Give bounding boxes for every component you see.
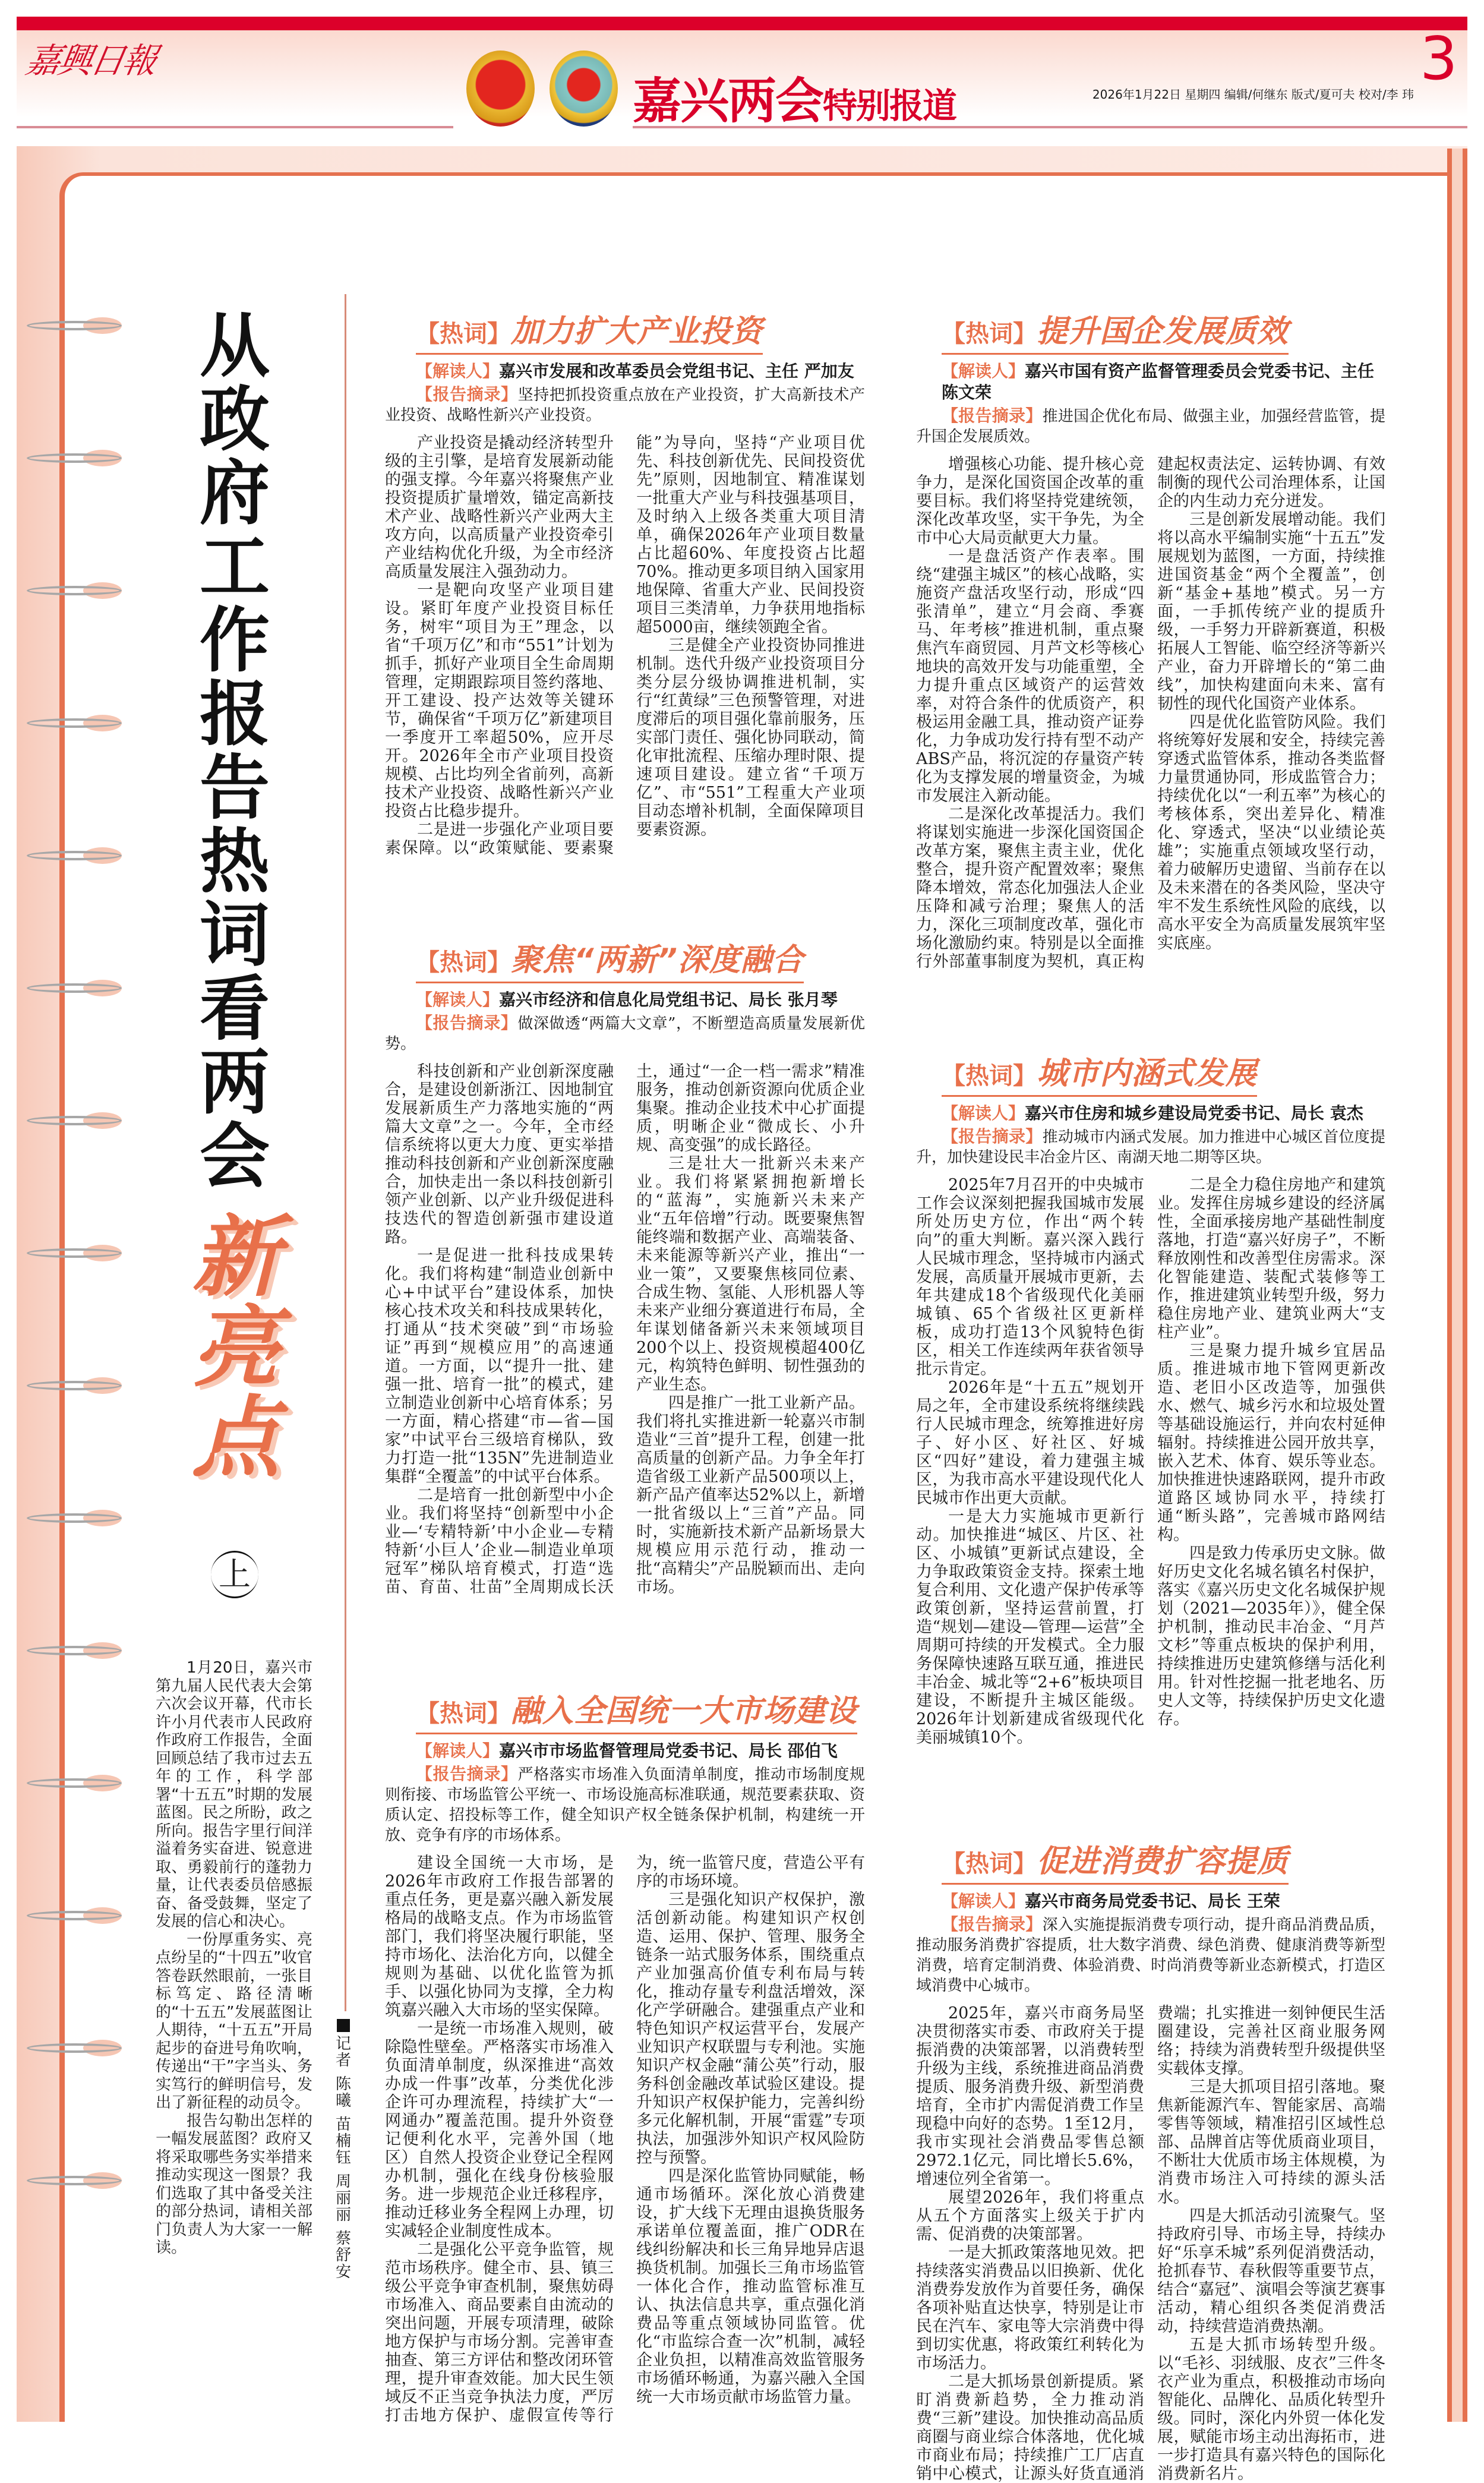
intro-paragraph: 报告勾勒出怎样的一幅发展蓝图？政府又将采取哪些务实举措来推动实现这一图景？我们选取了其中备受关注的部分热词，请相关部门负责人为大家一一解读。 (156, 2112, 312, 2257)
cppcc-emblem-icon (550, 51, 618, 127)
article-paragraph: 一是靶向攻坚产业项目建设。紧盯年度产业投资目标任务，树牢“项目为王”理念，以省“千项万亿”和市“551”计划为抓手，抓好产业项目全生命周期管理，定期跟踪项目签约落地、开工建设、投产达效等关键环节，确保省“千项万亿”新建项目一季度开工率超50%，应开尽开。2026年全市产业项目投资规模、占比均列全省前列，高新技术产业投资、战略性新兴产业投资占比稳步提升。 (385, 581, 614, 821)
intro-text (156, 1659, 312, 2257)
article-body (385, 1854, 865, 2425)
article-paragraph: 一是大抓政策落地见效。把持续落实消费品以旧换新、优化消费券发放作为首要任务，确保各项补贴直达快享，特别是让市民在汽车、家电等大宗消费中得到切实优惠，将政策红利转化为市场活力。 (916, 2244, 1144, 2372)
article-headline (942, 1836, 1289, 1885)
article-paragraph: 展望2026年，我们将重点从五个方面落实上级关于扩内需、促消费的决策部署。 (916, 2188, 1144, 2244)
newspaper-logo: 嘉興日報 (23, 40, 159, 81)
spiral-ring-icon (27, 1778, 122, 1788)
top-red-bar (17, 17, 1467, 30)
reader-label: 【解读人】 (942, 1891, 1025, 1911)
excerpt-text: 推进国企优化布局、做强主业，加强经营监管，提升国企发展质效。 (916, 408, 1385, 446)
special-title-sub: 特别报道 (823, 86, 956, 126)
article-paragraph: 三是大抓项目招引落地。聚焦新能源汽车、智能家居、高端零售等领域，精准招引区域性总部、品牌首店等优质商业项目，不断壮大优质市场主体规模，为消费市场注入可持续的源头活水。 (1157, 2078, 1385, 2207)
subtitle-char: 新 (192, 1206, 280, 1308)
article-paragraph: 二是培育一批创新型中小企业。我们将坚持“创新型中小企业—‘专精特新’中小企业—专精特新‘小巨人’企业—制造业单项冠军”梯队培育模式，打造“选苗、育苗、壮苗”全周期成长沃土，通过“一企一档一需求”精准服务，推动创新资源向优质企业集聚。推动企业技术中心扩面提质，明晰企业“微成长、小升规、高变强”的成长路径。 (385, 1062, 865, 1597)
article-reader (942, 1103, 1385, 1124)
byline-name: 周丽丽 (335, 2173, 351, 2224)
hot-word-tag: 【热词】 (942, 1062, 1037, 1090)
title-char: 两 (199, 1042, 270, 1124)
byline-label: 记者 (335, 2035, 351, 2069)
excerpt-text: 严格落实市场准入负面清单制度，推动市场制度规则衔接、市场监管公平统一、市场设施高标准联通，规范要素获取、资质认定、招投标等工作，健全知识产权全链条保护机制，构建统一开放、竞争有序的市场体系。 (385, 1766, 865, 1844)
article-paragraph: 科技创新和产业创新深度融合，是建设创新浙江、因地制宜发展新质生产力落地实施的“两篇大文章”之一。今年，全市经信系统将以更大力度、更实举措推动科技创新和产业创新深度融合，加快走出一条以科技创新引领产业创新、以产业升级促进科技迭代的智造创新强市建设道路。 (385, 1062, 614, 1247)
article-headline (942, 1048, 1257, 1097)
article-headline (416, 306, 763, 355)
reader-label: 【解读人】 (942, 1103, 1025, 1123)
column-divider (345, 294, 346, 2011)
spiral-ring-icon (27, 851, 122, 860)
hot-word-keyword: 促进消费扩容提质 (1037, 1844, 1289, 1879)
excerpt-label: 【报告摘录】 (416, 384, 518, 404)
excerpt-label: 【报告摘录】 (942, 1127, 1043, 1146)
reader-name: 嘉兴市住房和城乡建设局党委书记、局长 袁杰 (1025, 1103, 1363, 1123)
hot-word-article (916, 1836, 1385, 2483)
title-char: 从 (199, 305, 270, 387)
article-paragraph: 四是致力传承历史文脉。做好历史文化名城名镇名村保护，落实《嘉兴历史文化名城保护规划（2021—2035年）》，健全保护机制，推动民丰冶金、“月芦文杉”等重点板块的保护利用，持续推进历史建筑修缮与活化利用。针对性挖掘一批老地名、历史人文等，持续保护历史文化遗存。 (1157, 1544, 1385, 1728)
spiral-ring-icon (27, 453, 122, 463)
special-report-title (633, 62, 956, 132)
excerpt-text: 坚持把抓投资重点放在产业投资，扩大高新技术产业投资、战略性新兴产业投资。 (385, 386, 865, 424)
dateline: 2026年1月22日 星期四 编辑/何继东 版式/夏可夫 校对/李 玮 (1092, 87, 1414, 102)
article-headline (416, 935, 804, 983)
title-char: 政 (199, 378, 270, 460)
excerpt-label: 【报告摘录】 (942, 406, 1043, 425)
title-char: 词 (199, 894, 270, 976)
article-paragraph: 三是聚力提升城乡宜居品质。推进城市地下管网更新改造、老旧小区改造等，加强供水、燃气、城乡污水和垃圾处置等基础设施运行，并向农村延伸辐射。持续推进公园开放共享，嵌入艺术、体育、娱乐等业态。加快推进快速路联网，提升市政道路区域协同水平，持续打通“断头路”，完善城市路网结构。 (1157, 1342, 1385, 1544)
article-headline (942, 306, 1289, 355)
intro-paragraph: 一份厚重务实、亮点纷呈的“十四五”收官答卷跃然眼前，一张目标笃定、路径清晰的“十五五”发展蓝图让人期待，“十五五”开局起步的奋进号角吹响，传递出“干”字当头、务实笃行的鲜明信号，发出了新征程的动员令。 (156, 1930, 312, 2112)
spiral-ring-icon (27, 2176, 122, 2185)
spiral-ring-icon (27, 586, 122, 595)
hot-word-article (385, 935, 865, 1597)
report-excerpt (916, 1127, 1385, 1168)
article-paragraph: 二是深化改革提活力。我们将谋划实施进一步深化国资国企改革方案，聚焦主责主业，优化整合，提升资产配置效率；聚焦降本增效，常态化加强法人企业压降和减亏治理；聚焦人的活力，深化三项制度改革，强化市场化激励约束。特别是以全面推行外部董事制度为契机，真正构建起权责法定、运转协调、有效制衡的现代公司治理体系，让国企的内生动力充分迸发。 (916, 455, 1385, 971)
article-paragraph: 四是推广一批工业新产品。我们将扎实推进新一轮嘉兴市制造业“三首”提升工程，创建一批高质量的创新产品。力争全年打造省级工业新产品500项以上，新产品产值率达52%以上，新增一批省级以上“三首”产品。同时，实施新技术新产品新场景大规模应用示范行动，推动一批“高精尖”产品脱颖而出、走向市场。 (636, 1394, 865, 1597)
report-excerpt (916, 1914, 1385, 1996)
title-char: 府 (199, 452, 270, 534)
feature-title (196, 305, 273, 1197)
article-paragraph: 产业投资是撬动经济转型升级的主引擎，是培育发展新动能的强支撑。今年嘉兴将聚焦产业投资提质扩量增效，锚定高新技术产业、战略性新兴产业两大主攻方向，以高质量产业投资牵引产业结构优化升级，为全市经济高质量发展注入强劲动力。 (385, 434, 614, 581)
hot-word-keyword: 提升国企发展质效 (1037, 314, 1289, 349)
article-paragraph: 四是优化监管防风险。我们将统筹好发展和安全，持续完善穿透式监管体系，推动各类监督力量贯通协同，形成监管合力；持续优化以“一利五率”为核心的考核体系，突出差异化、精准化、穿透式，坚决“以业绩论英雄”；实施重点领域攻坚行动，着力破解历史遗留、当前存在以及未来潜在的各类风险，坚决守牢不发生系统性风险的底线，以高水平安全为高质量发展筑牢坚实底座。 (1157, 713, 1385, 952)
spiral-ring-icon (27, 983, 122, 993)
article-paragraph: 一是促进一批科技成果转化。我们将构建“制造业创新中心+中试平台”建设体系，加快核心技术攻关和科技成果转化，打通从“技术突破”到“市场验证”再到“规模应用”的高速通道。一方面，以“提升一批、建强一批、培育一批”的模式，建立制造业创新中心培育体系；另一方面，精心搭建“市—省—国家”中试平台三级培育梯队，致力打造一批“135N”先进制造业集群“全覆盖”的中试平台体系。 (385, 1247, 614, 1486)
article-paragraph: 建设全国统一大市场，是2026年市政府工作报告部署的重点任务，更是嘉兴融入新发展格局的战略支点。作为市场监管部门，我们将坚决履行职能，坚持市场化、法治化方向，以健全规则为基础、以优化监管为抓手、以强化协同为支撑，全力构筑嘉兴融入大市场的坚实保障。 (385, 1854, 614, 2020)
reader-name: 嘉兴市发展和改革委员会党组书记、主任 严加友 (499, 361, 854, 381)
excerpt-text: 深入实施提振消费专项行动，提升商品消费品质，推动服务消费扩容提质，壮大数字消费、绿色消费、健康消费等新型消费，培育定制消费、体验消费、时尚消费等新业态新模式，打造区域消费中心城市。 (916, 1916, 1385, 1995)
hot-word-tag: 【热词】 (416, 949, 511, 976)
subtitle-char: 亮 (192, 1296, 280, 1399)
byline-name: 陈曦 (335, 2075, 351, 2110)
excerpt-label: 【报告摘录】 (942, 1914, 1043, 1934)
hot-word-tag: 【热词】 (416, 320, 511, 348)
article-paragraph: 三是强化知识产权保护，激活创新动能。构建知识产权创造、运用、保护、管理、服务全链条一站式服务体系，围绕重点产业加强高价值专利布局与转化，推动存量专利盘活增效，深化产学研融合。建强重点产业和特色知识产权运营平台，发展产业知识产权联盟与专利池。实施知识产权金融“蒲公英”行动，服务科创金融改革试验区建设。提升知识产权保护能力，完善纠纷多元化解机制，开展“雷霆”专项执法，加强涉外知识产权风险防控与预警。 (636, 1891, 865, 2167)
report-excerpt (916, 406, 1385, 447)
intro-paragraph: 1月20日，嘉兴市第九届人民代表大会第六次会议开幕，代市长许小月代表市人民政府作政府工作报告，全面回顾总结了我市过去五年的工作，科学部署“十五五”时期的发展蓝图。民之所盼，政之所向。报告字里行间洋溢着务实奋进、锐意进取、勇毅前行的蓬勃力量，让代表委员倍感振奋、备受鼓舞，坚定了发展的信心和决心。 (156, 1659, 312, 1930)
article-paragraph: 一是统一市场准入规则，破除隐性壁垒。严格落实市场准入负面清单制度，纵深推进“高效办成一件事”改革，分类优化涉企许可办理流程，持续扩大“一网通办”覆盖范围。提升外资登记便利化水平，完善外国（地区）自然人投资企业登记全程网办机制，强化在线身份核验服务。进一步规范企业迁移程序，推动迁移业务全程网上办理，切实减轻企业制度性成本。 (385, 2020, 614, 2241)
title-char: 热 (199, 821, 270, 903)
feature-subtitle (185, 1206, 286, 1489)
page-right-border (1447, 149, 1467, 2422)
article-body (916, 2004, 1385, 2483)
reader-name: 嘉兴市市场监督管理局党委书记、局长 邵伯飞 (499, 1741, 838, 1760)
spiral-ring-icon (27, 718, 122, 728)
article-reader (416, 361, 865, 382)
article-paragraph: 2025年，嘉兴市商务局坚决贯彻落实市委、市政府关于提振消费的决策部署，以消费转型升级为主线，系统推进商品消费提质、服务消费升级、新型消费培育，全市扩内需促消费工作呈现稳中向好的态势。1至12月，我市实现社会消费品零售总额2972.1亿元，同比增长5.6%，增速位列全省第一。 (916, 2004, 1144, 2188)
masthead-divider (17, 126, 453, 128)
byline-square-icon (337, 2019, 350, 2032)
reader-label: 【解读人】 (416, 990, 500, 1009)
excerpt-label: 【报告摘录】 (416, 1764, 518, 1784)
article-paragraph: 一是盘活资产作表率。围绕“建强主城区”的核心战略，实施资产盘活攻坚行动，形成“四张清单”，建立“月会商、季赛马、年考核”推进机制，重点聚焦汽车商贸园、月芦文杉等核心地块的高效开发与功能重塑，全力提升重点区域资产的运营效率，对符合条件的优质资产，积极运用金融工具，推动资产证券化，力争成功发行持有型不动产ABS产品，将沉淀的存量资产转化为支撑发展的增量资金，为城市发展注入新动能。 (916, 547, 1144, 805)
hot-word-keyword: 聚焦“两新”深度融合 (511, 942, 804, 978)
reader-name: 嘉兴市商务局党委书记、局长 王荣 (1025, 1891, 1280, 1911)
hot-word-article (385, 1686, 865, 2425)
spiral-ring-icon (27, 1381, 122, 1390)
special-title-main: 嘉兴两会 (633, 73, 823, 130)
hot-word-tag: 【热词】 (942, 1850, 1037, 1878)
title-char: 工 (199, 526, 270, 608)
excerpt-text: 做深做透“两篇大文章”，不断塑造高质量发展新优势。 (385, 1015, 865, 1053)
hot-word-keyword: 融入全国统一大市场建设 (511, 1693, 858, 1729)
reader-label: 【解读人】 (416, 361, 500, 381)
reader-label: 【解读人】 (416, 1741, 500, 1760)
part-label: 上 (211, 1551, 258, 1598)
article-paragraph: 2026年是“十五五”规划开局之年，全市建设系统将继续践行人民城市理念，统筹推进好房子、好小区、好社区、好城区“四好”建设，着力建强主城区，为我市高水平建设现代化人民城市作出更大贡献。 (916, 1378, 1144, 1507)
byline-name: 蔡舒安 (335, 2230, 351, 2281)
article-paragraph: 三是创新发展增动能。我们将以高水平编制实施“十五五”发展规划为蓝图，一方面，持续推进国资基金“两个全覆盖”，创新“基金+基地”模式。另一方面，一手抓传统产业的提质升级，一手努力开辟新赛道，积极拓展人工智能、临空经济等新兴产业，奋力开辟增长的“第二曲线”，加快构建面向未来、富有韧性的现代化国资产业体系。 (1157, 510, 1385, 713)
article-paragraph: 二是全力稳住房地产和建筑业。发挥住房城乡建设的经济属性，全面承接房地产基础性制度落地，打造“嘉兴好房子”，不断释放刚性和改善型住房需求。深化智能建造、装配式装修等工作，推进建筑业转型升级，努力稳住房地产业、建筑业两大“支柱产业”。 (1157, 1176, 1385, 1342)
article-body (385, 1062, 865, 1597)
national-emblem-icon (466, 51, 535, 127)
article-paragraph: 五是大抓市场转型升级。以“毛衫、羽绒服、皮衣”三件冬衣产业为重点，积极推动市场向智能化、品牌化、品质化转型升级。同时，深化内外贸一体化发展，赋能市场主动出海拓市，进一步打造具有嘉兴特色的国际化消费新名片。 (1157, 2336, 1385, 2483)
spiral-ring-icon (27, 1513, 122, 1523)
article-paragraph: 四是深化监管协同赋能，畅通市场循环。深化放心消费建设，扩大线下无理由退换货服务承诺单位覆盖面，推广ODR在线纠纷解决和长三角异地异店退换货机制。加强长三角市场监管一体化合作，推动监管标准互认、执法信息共享，重点强化消费品等重点领域协同监管。优化“市监综合查一次”机制，减轻企业负担，以精准高效监管服务市场循环畅通，为嘉兴融入全国统一大市场贡献市场监管力量。 (636, 2167, 865, 2406)
spiral-ring-icon (27, 1646, 122, 1655)
excerpt-text: 推动城市内涵式发展。加力推进中心城区首位度提升，加快建设民丰冶金片区、南湖天地二期等区块。 (916, 1128, 1385, 1166)
title-char: 看 (199, 968, 270, 1050)
article-reader (942, 1891, 1385, 1912)
hot-word-article (385, 306, 865, 857)
byline (334, 2019, 352, 2280)
byline-name: 苗楠钰 (335, 2116, 351, 2167)
article-body (916, 455, 1385, 971)
articles-left-column (385, 306, 865, 2425)
article-paragraph: 2025年7月召开的中央城市工作会议深刻把握我国城市发展所处历史方位，作出“两个转向”的重大判断。嘉兴深入践行人民城市理念，坚持城市内涵式发展，高质量开展城市更新，去年共建成18个省级现代化美丽城镇、65个省级社区更新样板，成功打造13个风貌特色街区，相关工作连续两年获省领导批示肯定。 (916, 1176, 1144, 1378)
article-reader (416, 1740, 865, 1762)
reader-name: 嘉兴市经济和信息化局党组书记、局长 张月琴 (499, 990, 838, 1009)
hot-word-tag: 【热词】 (416, 1700, 511, 1727)
article-paragraph: 二是强化公平竞争监管，规范市场秩序。健全市、县、镇三级公平竞争审查机制，聚焦妨碍市场准入、商品要素自由流动的突出问题，开展专项清理，破除地方保护与市场分割。完善审查抽查、第三方评估和整改闭环管理，提升审查效能。加大民生领域反不正当竞争执法力度，严厉打击地方保护、虚假宣传等行为，统一监管尺度，营造公平有序的市场环境。 (385, 1854, 865, 2425)
article-paragraph: 增强核心功能、提升核心竞争力，是深化国资国企改革的重要目标。我们将坚持党建统领，深化改革攻坚，实干争先，为全市中心大局贡献更大力量。 (916, 455, 1144, 547)
hot-word-article (916, 1048, 1385, 1747)
title-char: 会 (199, 1115, 270, 1197)
excerpt-label: 【报告摘录】 (416, 1013, 518, 1033)
article-body (916, 1176, 1385, 1747)
hot-word-keyword: 加力扩大产业投资 (511, 314, 763, 349)
title-char: 告 (199, 747, 270, 829)
title-char: 报 (199, 673, 270, 755)
spiral-ring-icon (27, 2043, 122, 2053)
article-reader (416, 989, 865, 1011)
reader-name: 嘉兴市国有资产监督管理委员会党委书记、主任 陈文荣 (942, 361, 1375, 402)
article-paragraph: 三是健全产业投资协同推进机制。迭代升级产业投资项目分类分层分级协调推进机制，实行“红黄绿”三色预警管理，对进度滞后的项目强化靠前服务，压实部门责任、强化协同联动，简化审批流程、压缩办理时限、提速项目建设。建立省“千项万亿”、市“551”工程重大产业项目动态增补机制，全面保障项目要素资源。 (636, 636, 865, 839)
article-headline (416, 1686, 857, 1734)
article-paragraph: 四是大抓活动引流聚气。坚持政府引导、市场主导，持续办好“乐享禾城”系列促消费活动，抢抓春节、春秋假等重要节点，结合“嘉冠”、演唱会等演艺赛事活动，精心组织各类促消费活动，持续营造消费热潮。 (1157, 2207, 1385, 2336)
subtitle-char: 点 (192, 1387, 280, 1489)
article-body (385, 434, 865, 857)
hot-word-article (916, 306, 1385, 971)
article-reader (942, 361, 1385, 403)
report-excerpt (385, 1764, 865, 1845)
article-paragraph: 三是壮大一批新兴未来产业。我们将紧紧拥抱新增长的“蓝海”，实施新兴未来产业“五年倍增”行动。既要聚焦智能终端和数据产业、高端装备、未来能源等新兴产业，推出“一业一策”，又要聚焦核同位素、合成生物、氢能、人形机器人等未来产业细分赛道进行布局，全年谋划储备新兴未来领域项目200个以上、投资规模超400亿元，构筑特色鲜明、韧性强劲的产业生态。 (636, 1154, 865, 1394)
spiral-ring-icon (27, 321, 122, 330)
spiral-ring-icon (27, 1248, 122, 1258)
report-excerpt (385, 384, 865, 425)
page-number: 3 (1420, 24, 1458, 93)
article-paragraph: 二是大抓场景创新提质。紧盯消费新趋势，全力推动消费“三新”建设。加快推动高品质商圈与商业综合体落地，优化城市商业布局；持续推广工厂店直销中心模式，让源头好货直通消费端；扎实推进一刻钟便民生活圈建设，完善社区商业服务网络；持续为消费转型升级提供坚实载体支撑。 (916, 2004, 1385, 2483)
article-paragraph: 二是进一步强化产业项目要素保障。以“政策赋能、要素聚能”为导向，坚持“产业项目优先、科技创新优先、民间投资优先”原则，因地制宜、精准谋划一批重大产业与科技强基项目，及时纳入上级各类重大项目清单，确保2026年产业项目数量占比超60%、年度投资占比超70%。推动更多项目纳入国家用地保障、省重大产业、民间投资项目三类清单，力争获用地指标超5000亩，继续领跑全省。 (385, 434, 865, 857)
article-paragraph: 一是大力实施城市更新行动。加快推进“城区、片区、社区、小城镇”更新试点建设，全力争取政策资金支持。探索土地复合利用、文化遗产保护传承等政策创新，坚持运营前置，打造“规划—建设—管理—运营”全周期可持续的开发模式。全力服务保障快速路互联互通，推进民丰冶金、城北等“2+6”板块项目建设，不断提升主城区能级。2026年计划新建成省级现代化美丽城镇10个。 (916, 1507, 1144, 1747)
spiral-ring-icon (27, 1116, 122, 1125)
spiral-ring-icon (27, 1911, 122, 1920)
articles-right-column (916, 306, 1385, 2483)
hot-word-keyword: 城市内涵式发展 (1037, 1056, 1258, 1091)
report-excerpt (385, 1013, 865, 1054)
title-char: 作 (199, 600, 270, 682)
reader-label: 【解读人】 (942, 361, 1025, 381)
hot-word-tag: 【热词】 (942, 320, 1037, 348)
